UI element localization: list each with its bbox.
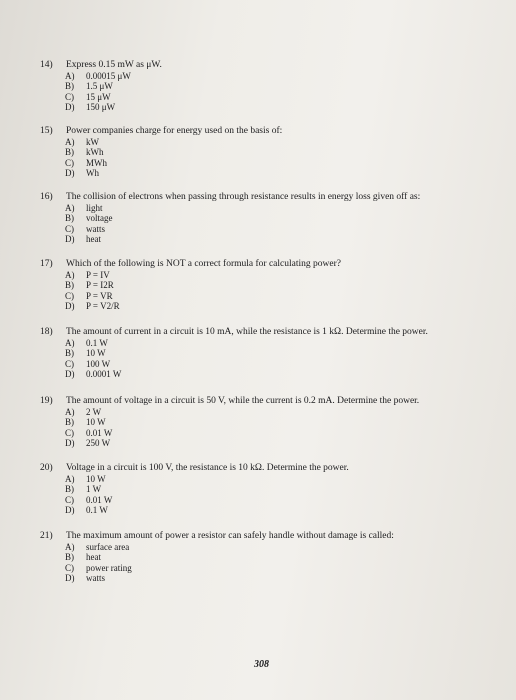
choice-text: heat bbox=[86, 234, 101, 245]
question-number: 18) bbox=[40, 327, 53, 337]
choice-label: D) bbox=[65, 573, 75, 584]
choice-a bbox=[65, 270, 500, 280]
choice-d bbox=[65, 369, 500, 379]
choice-text: 10 W bbox=[86, 348, 106, 359]
choice-label: C) bbox=[65, 91, 74, 102]
choice-b bbox=[65, 484, 500, 494]
choice-list bbox=[65, 71, 500, 113]
choice-label: A) bbox=[65, 203, 75, 213]
question-number: 14) bbox=[40, 60, 53, 70]
choice-text: voltage bbox=[86, 213, 113, 224]
choice-d bbox=[65, 168, 500, 178]
choice-d bbox=[65, 505, 500, 515]
choice-text: surface area bbox=[86, 542, 130, 552]
question-20 bbox=[40, 463, 500, 516]
choice-label: B) bbox=[65, 81, 74, 92]
choice-list bbox=[65, 542, 500, 584]
question-14 bbox=[40, 60, 500, 113]
choice-label: A) bbox=[65, 137, 75, 147]
choice-text: 15 μW bbox=[86, 91, 111, 102]
choice-label: D) bbox=[65, 505, 75, 516]
question-text: The amount of current in a circuit is 10 mA, while the resistance is 1 kΩ. Determine the power. bbox=[66, 327, 428, 337]
question-number: 16) bbox=[40, 192, 53, 202]
question-number: 15) bbox=[40, 126, 53, 136]
choice-b bbox=[65, 81, 500, 91]
question-text: Which of the following is NOT a correct formula for calculating power? bbox=[66, 259, 341, 269]
choice-label: C) bbox=[65, 223, 74, 234]
choice-text: power rating bbox=[86, 562, 132, 573]
choice-text: light bbox=[86, 203, 103, 213]
choice-label: A) bbox=[65, 474, 75, 484]
question-16 bbox=[40, 192, 500, 245]
question-19 bbox=[40, 396, 500, 449]
choice-text: P = V2/R bbox=[86, 301, 120, 312]
choice-c bbox=[65, 158, 500, 168]
choice-text: 10 W bbox=[86, 417, 106, 428]
choice-label: B) bbox=[65, 147, 74, 158]
choice-text: 1.5 μW bbox=[86, 81, 113, 92]
choice-list bbox=[65, 203, 500, 245]
choice-text: P = IV bbox=[86, 270, 110, 280]
choice-text: 0.01 W bbox=[86, 494, 113, 505]
choice-text: 0.01 W bbox=[86, 427, 113, 438]
choice-c bbox=[65, 291, 500, 301]
choice-label: A) bbox=[65, 338, 75, 348]
choice-label: B) bbox=[65, 348, 74, 359]
choice-text: kW bbox=[86, 137, 99, 147]
choice-text: P = I2R bbox=[86, 280, 114, 291]
choice-a bbox=[65, 203, 500, 213]
choice-text: 250 W bbox=[86, 438, 111, 449]
question-text: The maximum amount of power a resistor can safely handle without damage is called: bbox=[66, 531, 394, 541]
choice-b bbox=[65, 552, 500, 562]
choice-label: D) bbox=[65, 438, 75, 449]
question-number: 17) bbox=[40, 259, 53, 269]
choice-a bbox=[65, 474, 500, 484]
choice-label: B) bbox=[65, 484, 74, 495]
choice-d bbox=[65, 438, 500, 448]
choice-label: C) bbox=[65, 427, 74, 438]
choice-label: A) bbox=[65, 542, 75, 552]
question-17 bbox=[40, 259, 500, 312]
choice-label: B) bbox=[65, 280, 74, 291]
choice-text: 0.1 W bbox=[86, 505, 108, 516]
choice-text: 0.1 W bbox=[86, 338, 108, 348]
choice-label: C) bbox=[65, 562, 74, 573]
choice-text: 150 μW bbox=[86, 102, 116, 113]
choice-c bbox=[65, 224, 500, 234]
choice-label: C) bbox=[65, 157, 74, 168]
choice-d bbox=[65, 301, 500, 311]
choice-label: A) bbox=[65, 270, 75, 280]
choice-label: D) bbox=[65, 102, 75, 113]
choice-a bbox=[65, 338, 500, 348]
choice-text: kWh bbox=[86, 147, 104, 158]
choice-a bbox=[65, 71, 500, 81]
question-text: The amount of voltage in a circuit is 50 V, while the current is 0.2 mA. Determine the power. bbox=[66, 396, 420, 406]
choice-label: D) bbox=[65, 234, 75, 245]
question-number: 20) bbox=[40, 463, 53, 473]
choice-c bbox=[65, 563, 500, 573]
question-text: Voltage in a circuit is 100 V, the resistance is 10 kΩ. Determine the power. bbox=[66, 463, 349, 473]
choice-c bbox=[65, 428, 500, 438]
choice-c bbox=[65, 359, 500, 369]
choice-c bbox=[65, 495, 500, 505]
choice-b bbox=[65, 417, 500, 427]
choice-text: MWh bbox=[86, 157, 107, 168]
choice-label: B) bbox=[65, 552, 74, 563]
choice-d bbox=[65, 573, 500, 583]
question-text: The collision of electrons when passing through resistance results in energy loss given off as: bbox=[66, 192, 421, 202]
question-number: 19) bbox=[40, 396, 53, 406]
choice-label: C) bbox=[65, 358, 74, 369]
choice-text: P = VR bbox=[86, 290, 113, 301]
choice-text: watts bbox=[86, 223, 105, 234]
choice-label: D) bbox=[65, 369, 75, 380]
choice-label: A) bbox=[65, 407, 75, 417]
choice-text: Wh bbox=[86, 168, 99, 179]
choice-text: 0.0001 W bbox=[86, 369, 122, 380]
page-number: 308 bbox=[254, 659, 269, 670]
choice-b bbox=[65, 213, 500, 223]
choice-text: 2 W bbox=[86, 407, 102, 417]
choice-label: B) bbox=[65, 213, 74, 224]
choice-list bbox=[65, 338, 500, 380]
choice-list bbox=[65, 407, 500, 449]
choice-text: 100 W bbox=[86, 358, 111, 369]
choice-label: C) bbox=[65, 494, 74, 505]
choice-label: B) bbox=[65, 417, 74, 428]
choice-text: watts bbox=[86, 573, 105, 584]
choice-b bbox=[65, 280, 500, 290]
choice-text: 1 W bbox=[86, 484, 102, 495]
choice-b bbox=[65, 147, 500, 157]
choice-c bbox=[65, 92, 500, 102]
choice-label: C) bbox=[65, 290, 74, 301]
choice-b bbox=[65, 348, 500, 358]
choice-a bbox=[65, 542, 500, 552]
question-15 bbox=[40, 126, 500, 179]
question-text: Power companies charge for energy used on the basis of: bbox=[66, 126, 283, 136]
choice-d bbox=[65, 234, 500, 244]
question-18 bbox=[40, 327, 500, 380]
question-number: 21) bbox=[40, 531, 53, 541]
choice-label: D) bbox=[65, 301, 75, 312]
choice-list bbox=[65, 137, 500, 179]
choice-d bbox=[65, 102, 500, 112]
choice-a bbox=[65, 137, 500, 147]
choice-list bbox=[65, 270, 500, 312]
question-21 bbox=[40, 531, 500, 584]
choice-a bbox=[65, 407, 500, 417]
question-text: Express 0.15 mW as μW. bbox=[66, 60, 162, 70]
choice-text: heat bbox=[86, 552, 101, 563]
choice-list bbox=[65, 474, 500, 516]
choice-text: 10 W bbox=[86, 474, 106, 484]
choice-label: A) bbox=[65, 71, 75, 81]
choice-text: 0.00015 μW bbox=[86, 71, 131, 81]
choice-label: D) bbox=[65, 168, 75, 179]
